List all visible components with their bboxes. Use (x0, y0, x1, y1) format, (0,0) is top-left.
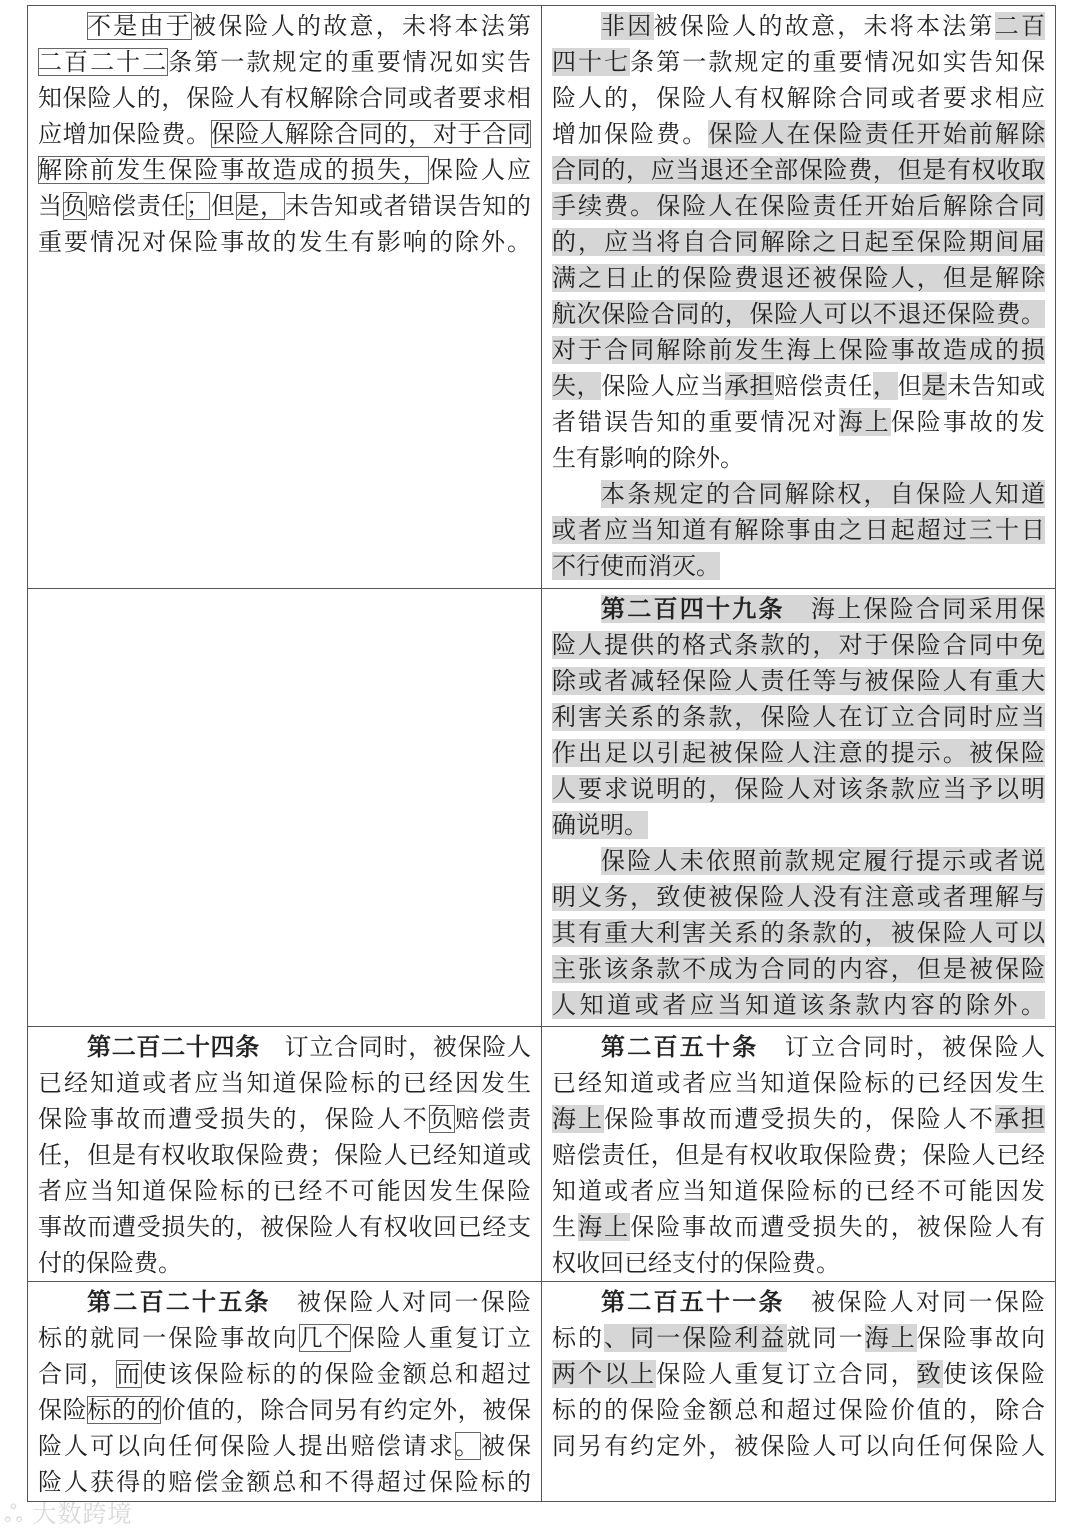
highlighted-text: 海上保险合同采用保 (784, 595, 1045, 623)
text-segment: 标的就同一保险事故向 (38, 1324, 299, 1352)
table-row (28, 589, 1056, 1027)
old-law-cell (28, 6, 542, 589)
text-segment: 被保险人对同一保险 (784, 1288, 1045, 1316)
text-line (552, 260, 1045, 296)
highlighted-text: 承担 (994, 1105, 1046, 1133)
text-line (38, 1137, 531, 1173)
old-law-cell (28, 589, 542, 1027)
text-segment: 重要情况对保险事故的发生有影响的除外。 (38, 228, 531, 256)
text-segment: 付的保险费。 (38, 1249, 182, 1277)
text-line (552, 879, 1045, 915)
text-segment: 标的的保险金额总和超过保险价值的，除合 (552, 1396, 1045, 1424)
highlighted-text: 确说明。 (552, 811, 648, 839)
text-line (552, 1284, 1045, 1320)
text-line (552, 987, 1045, 1023)
text-line (552, 1428, 1045, 1464)
highlighted-text: 本条规定的合同解除权，自保险人知道 (601, 480, 1045, 508)
text-line (552, 296, 1045, 332)
highlighted-text: 海上 (578, 1213, 631, 1241)
text-segment: 同另有约定外，被保险人可以向任何保险人 (552, 1432, 1045, 1460)
text-segment: 使该保险 (942, 1360, 1046, 1388)
text-segment: 使该保险标的的保险金额总和超过 (142, 1360, 532, 1388)
highlighted-text: 其有重大利害关系的条款的，被保险人可以 (552, 919, 1045, 947)
text-segment: 任，但是有权收取保险费；保险人已经知道或 (38, 1141, 531, 1169)
text-segment: 已经知道或者应当知道保险标的已经因发生 (38, 1069, 531, 1097)
highlighted-text: 海上 (864, 1324, 917, 1352)
text-line (552, 404, 1045, 440)
text-line (552, 771, 1045, 807)
article-number: 第二百五十一条 (601, 1288, 785, 1316)
highlighted-text: 作出足以引起被保险人注意的提示。被保险 (552, 739, 1045, 767)
highlighted-text: 致 (916, 1360, 943, 1388)
text-line (38, 1065, 531, 1101)
text-line (552, 8, 1045, 44)
text-segment: 但 (210, 192, 236, 220)
boxed-text: 而 (116, 1360, 143, 1388)
text-segment: 保险事故而遭受损失的，保险人不 (604, 1105, 995, 1133)
text-line (552, 1392, 1045, 1428)
text-segment: 保险事故而遭受损失的，被保险人有 (630, 1213, 1046, 1241)
table-row (28, 1027, 1056, 1282)
new-law-cell (542, 1282, 1056, 1502)
text-segment: 知道或者应当知道保险标的已经不可能因发 (552, 1177, 1045, 1205)
text-segment: 合同， (38, 1360, 117, 1388)
highlighted-text: 海上 (838, 408, 891, 436)
text-segment: 者错误告知的重要情况对 (552, 408, 839, 436)
text-segment: 赔偿责任，但是有权收取保险费；保险人已经 (552, 1141, 1045, 1169)
text-line (552, 663, 1045, 699)
text-segment: 应增加保险费。 (38, 120, 211, 148)
text-segment: 险人获得的赔偿金额总和不得超过保险标的 (38, 1468, 531, 1496)
text-line (552, 699, 1045, 735)
text-line (552, 915, 1045, 951)
highlighted-text: 保险人未依照前款规定履行提示或者说 (601, 847, 1045, 875)
article-number: 第二百二十五条 (87, 1288, 271, 1316)
text-line (38, 8, 531, 44)
text-line (38, 1320, 531, 1356)
highlighted-text: 不行使而消灭。 (552, 552, 720, 580)
text-segment: 生 (552, 1213, 579, 1241)
text-segment: 事故而遭受损失的，被保险人有权收回已经支 (38, 1213, 531, 1241)
boxed-text: 不是由于 (87, 12, 192, 40)
text-line (552, 1137, 1045, 1173)
text-segment: 险人的，保险人有权解除合同或者要求相应 (552, 84, 1045, 112)
text-line (552, 548, 1045, 584)
highlighted-article-number: 第二百四十九条 (601, 595, 785, 623)
text-line (552, 627, 1045, 663)
highlighted-text: 或者应当知道有解除事由之日起超过三十日 (552, 516, 1045, 544)
highlighted-text: 除或者减轻保险人责任等与被保险人有重大 (552, 667, 1045, 695)
text-line (552, 368, 1045, 404)
new-law-cell (542, 589, 1056, 1027)
text-segment: 保险人应当 (601, 372, 725, 400)
text-line (552, 735, 1045, 771)
boxed-text: 是， (235, 192, 285, 220)
text-line (38, 44, 531, 80)
highlighted-text: 四十七 (552, 48, 631, 76)
text-line (38, 152, 531, 188)
text-line (552, 807, 1045, 843)
highlighted-text: 是 (922, 372, 947, 400)
text-segment: 就同一 (786, 1324, 865, 1352)
text-line (552, 116, 1045, 152)
text-line (38, 1428, 531, 1464)
text-line (552, 152, 1045, 188)
text-line (38, 1029, 531, 1065)
text-segment: 保险人重复订立 (350, 1324, 532, 1352)
law-comparison-table (27, 5, 1056, 1502)
highlighted-text: 合同的，应当退还全部保险费，但是有权收取 (552, 156, 1045, 184)
text-segment: 标的 (552, 1324, 605, 1352)
highlighted-text: 非因 (601, 12, 654, 40)
boxed-text: ； (186, 192, 211, 220)
text-segment: 被保险人的故意，未将本法第 (653, 12, 995, 40)
text-line (38, 1245, 531, 1281)
text-line (38, 1101, 531, 1137)
article-number: 第二百五十条 (601, 1033, 759, 1061)
text-segment: 险人可以向任何保险人提出赔偿请求 (38, 1432, 455, 1460)
table-body (28, 6, 1056, 1502)
text-line (552, 1320, 1045, 1356)
text-segment: 者应当知道保险标的已经不可能因发生保险 (38, 1177, 531, 1205)
text-segment: 保险事故而遭受损失的，保险人不 (38, 1105, 429, 1133)
text-line (38, 80, 531, 116)
text-line (38, 1392, 531, 1428)
text-segment: 权收回已经支付的保险费。 (552, 1249, 840, 1277)
text-segment: 赔偿责 (454, 1105, 532, 1133)
text-line (38, 1173, 531, 1209)
boxed-text: 标的的 (87, 1396, 162, 1424)
text-segment: 未告知或者错误告知的 (284, 192, 532, 220)
text-segment: 赔偿责任 (774, 372, 873, 400)
text-line (552, 951, 1045, 987)
boxed-text: 几个 (298, 1324, 351, 1352)
highlighted-text: 失， (552, 372, 602, 400)
text-segment: 未告知或 (946, 372, 1046, 400)
text-line (38, 188, 531, 224)
text-line (552, 512, 1045, 548)
text-segment: 当 (38, 192, 63, 220)
text-line (38, 1284, 531, 1320)
watermark-icon: ஃ (4, 1500, 24, 1528)
text-segment: 被保险人的故意，未将本法第 (192, 12, 531, 40)
boxed-text: 负 (428, 1105, 455, 1133)
highlighted-text: 利害关系的条款，保险人在订立合同时应当 (552, 703, 1045, 731)
text-segment: 赔偿责任 (87, 192, 187, 220)
boxed-text: 保险人解除合同的，对于合同 (210, 120, 532, 148)
text-segment: 保险事故的发 (890, 408, 1046, 436)
text-line (552, 1356, 1045, 1392)
boxed-text: 二百二十二 (38, 48, 169, 76)
text-line (552, 1029, 1045, 1065)
text-segment: 保险人重复订立合同， (656, 1360, 917, 1388)
text-line (552, 1173, 1045, 1209)
highlighted-text: 满之日止的保险费退还被保险人，但是解除 (552, 264, 1045, 292)
text-line (38, 116, 531, 152)
text-segment: 但 (897, 372, 923, 400)
text-line (552, 440, 1045, 476)
highlighted-text: 对于合同解除前发生海上保险事故造成的损 (552, 336, 1045, 364)
old-law-cell (28, 1027, 542, 1282)
text-line (552, 1245, 1045, 1281)
text-line (552, 843, 1045, 879)
highlighted-text: 险人提供的格式条款的，对于保险合同中免 (552, 631, 1045, 659)
table-row (28, 1282, 1056, 1502)
text-segment: 条第一款规定的重要情况如实告知保 (630, 48, 1046, 76)
text-line (552, 1101, 1045, 1137)
highlighted-text: 人知道或者应当知道该条款内容的除外。 (552, 991, 1045, 1019)
boxed-text: 解除前发生保险事故造成的损失， (38, 156, 429, 184)
text-segment: 知保险人的，保险人有权解除合同或者要求相 (38, 84, 531, 112)
text-line (552, 332, 1045, 368)
text-line (552, 476, 1045, 512)
text-segment: 已经知道或者应当知道保险标的已经因发生 (552, 1069, 1045, 1097)
highlighted-text: ， (872, 372, 898, 400)
old-law-cell (28, 1282, 542, 1502)
highlighted-text: 人要求说明的，保险人对该条款应当予以明 (552, 775, 1045, 803)
text-line (552, 188, 1045, 224)
text-line (552, 591, 1045, 627)
text-line (38, 1209, 531, 1245)
text-segment: 增加保险费。 (552, 120, 709, 148)
text-line (552, 1065, 1045, 1101)
highlighted-text: 海上 (552, 1105, 605, 1133)
text-line (38, 1356, 531, 1392)
text-line (552, 1209, 1045, 1245)
text-line (552, 44, 1045, 80)
new-law-cell (542, 6, 1056, 589)
text-line (552, 224, 1045, 260)
watermark-text: 大数跨境 (32, 1500, 133, 1528)
boxed-text: 负 (62, 192, 88, 220)
text-line (552, 80, 1045, 116)
highlighted-text: 两个以上 (552, 1360, 657, 1388)
highlighted-text: 保险人在保险责任开始前解除 (708, 120, 1046, 148)
text-segment: 订立合同时，被保险人 (259, 1033, 532, 1061)
highlighted-text: 手续费。保险人在保险责任开始后解除合同 (552, 192, 1045, 220)
table-row (28, 6, 1056, 589)
highlighted-text: 、同一保险利益 (604, 1324, 787, 1352)
highlighted-text: 的，应当将自合同解除之日起至保险期间届 (552, 228, 1045, 256)
text-segment: 保险事故向 (916, 1324, 1046, 1352)
text-segment: 生有影响的除外。 (552, 444, 744, 472)
text-segment: 被保 (480, 1432, 532, 1460)
text-segment: 订立合同时，被保险人 (758, 1033, 1045, 1061)
text-segment: 条第一款规定的重要情况如实告 (168, 48, 532, 76)
highlighted-text: 承担 (724, 372, 775, 400)
text-segment: 被保险人对同一保险 (270, 1288, 531, 1316)
boxed-text: 。 (454, 1432, 481, 1460)
highlighted-text: 主张该条款不成为合同的内容，但是被保险 (552, 955, 1045, 983)
new-law-cell (542, 1027, 1056, 1282)
text-segment: 保险人应 (428, 156, 532, 184)
highlighted-text: 明义务，致使被保险人没有注意或者理解与 (552, 883, 1045, 911)
text-line (38, 224, 531, 260)
watermark-logo (4, 1494, 132, 1531)
highlighted-text: 航次保险合同的，保险人可以不退还保险费。 (552, 300, 1045, 328)
highlighted-text: 二百 (994, 12, 1045, 40)
text-segment: 保险 (38, 1396, 88, 1424)
text-segment: 价值的，除合同另有约定外，被保 (161, 1396, 532, 1424)
article-number: 第二百二十四条 (87, 1033, 260, 1061)
